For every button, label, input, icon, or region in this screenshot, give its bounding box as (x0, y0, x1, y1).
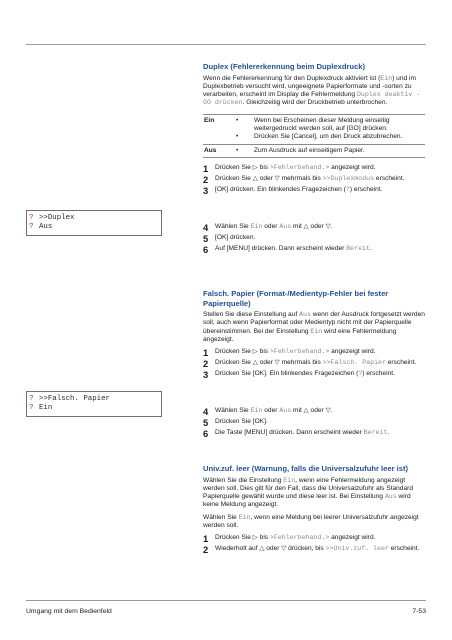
lcd-cursor: ? (29, 223, 34, 231)
steps-list (203, 164, 425, 254)
section-paragraph: Wählen Sie Ein, wenn eine Meldung bei leerer Universalzufuhr angezeigt werden soll. (203, 513, 419, 529)
section-duplex (203, 62, 425, 256)
section-heading: Falsch. Papier (Format-/Medientyp-Fehler bei fester Papierquelle) (203, 289, 389, 308)
section-heading: Duplex (Fehlererkennung beim Duplexdruck) (203, 62, 366, 71)
page-number: 7-53 (412, 608, 426, 615)
lcd-line1: >>Falsch. Papier (39, 395, 110, 403)
lcd-display-duplex (26, 210, 162, 236)
option-bullet: • Wenn bei Erscheinen dieser Meldung einseitig weitergedruckt werden soll, auf [GO] drücken. (234, 117, 425, 134)
option-key: Aus (203, 144, 230, 157)
step-item: 1 Drücken Sie ▷ bis >Fehlerbehand.> angezeigt wird. (203, 533, 376, 545)
step-item: 6 Die Taste [MENU] drücken. Dann erscheint wieder Bereit. (203, 428, 390, 440)
step-item: 5 [OK] drücken. (203, 232, 256, 244)
section-heading: Univ.zuf. leer (Warnung, falls die Universalzufuhr leer ist) (203, 464, 409, 473)
steps-list (203, 534, 425, 554)
lcd-line1: >>Duplex (39, 214, 75, 222)
step-item: 6 Auf [MENU] drücken. Dann erscheint wieder Bereit. (203, 243, 372, 255)
option-bullet: • Zum Ausdruck auf einseitigem Papier. (234, 147, 425, 155)
lcd-cursor: ? (29, 395, 34, 403)
lcd-cursor: ? (29, 214, 34, 222)
step-item: 1 Drücken Sie ▷ bis >Fehlerbehand.> angezeigt wird. (203, 347, 376, 359)
steps-list (203, 348, 425, 438)
options-table (203, 114, 425, 158)
step-item: 4 Wählen Sie Ein oder Aus mit △ oder ▽. (203, 406, 333, 418)
lcd-line2: Ein (39, 404, 53, 412)
step-item: 4 Wählen Sie Ein oder Aus mit △ oder ▽. (203, 221, 333, 233)
step-item: 2 Drücken Sie △ oder ▽ mehrmals bis >>Duplexmodus erscheint. (203, 173, 405, 185)
footer-left: Umgang mit dem Bedienfeld (26, 608, 112, 615)
lcd-cursor: ? (29, 404, 34, 412)
step-item: 5 Drücken Sie [OK]. (203, 417, 268, 429)
option-key: Ein (203, 114, 230, 144)
step-item: 2 Drücken Sie △ oder ▽ mehrmals bis >>Falsch. Papier erscheint. (203, 358, 417, 370)
section-intro: Stellen Sie diese Einstellung auf Aus wenn der Ausdruck fortgesetzt werden soll, auch wenn Papierformat oder Medientyp nicht mit der Papierquelle übereinstimmen. Bei der Einstellung Ein wird eine Fehlermeldung angezeigt. (203, 311, 425, 343)
top-rule (26, 44, 426, 45)
lcd-display-falsch-papier (26, 391, 162, 417)
section-intro: Wenn die Fehlererkennung für den Duplexdruck aktiviert ist (Ein) und im Duplexbetrieb versucht wird, ungeeignete Papierformate und -sorten zu verarbeiten, erscheint im Display die Fehlermeldung Duplex deaktiv - GO drücken. Gleichzeitig wird der Druckbetrieb unterbrochen. (203, 74, 421, 107)
step-item: 1 Drücken Sie ▷ bis >Fehlerbehand.> angezeigt wird. (203, 162, 376, 174)
step-item: 3 Drücken Sie [OK]. Ein blinkendes Fragezeichen (?) erscheint. (203, 369, 395, 381)
section-falsch-papier (203, 289, 425, 440)
section-paragraph: Wählen Sie die Einstellung Ein, wenn eine Fehlermeldung angezeigt werden soll. Dies gilt für den Fall, dass die Universalzufuhr als Standard Papierquelle gewählt wurde und diese leer ist. Bei Einstellung Aus wird keine Meldung angezeigt. (203, 476, 414, 509)
footer-rule (26, 600, 426, 601)
section-univ-zuf-leer (203, 464, 425, 556)
lcd-line2: Aus (39, 223, 53, 231)
option-bullet: • Drücken Sie [Cancel], um den Druck abzubrechen. (234, 133, 425, 141)
step-item: 3 [OK] drücken. Ein blinkendes Fragezeichen (?) erscheint. (203, 184, 383, 196)
step-item: 2 Wiederholt auf △ oder ▽ drücken, bis >>Univ.zuf. leer erscheint. (203, 544, 420, 556)
